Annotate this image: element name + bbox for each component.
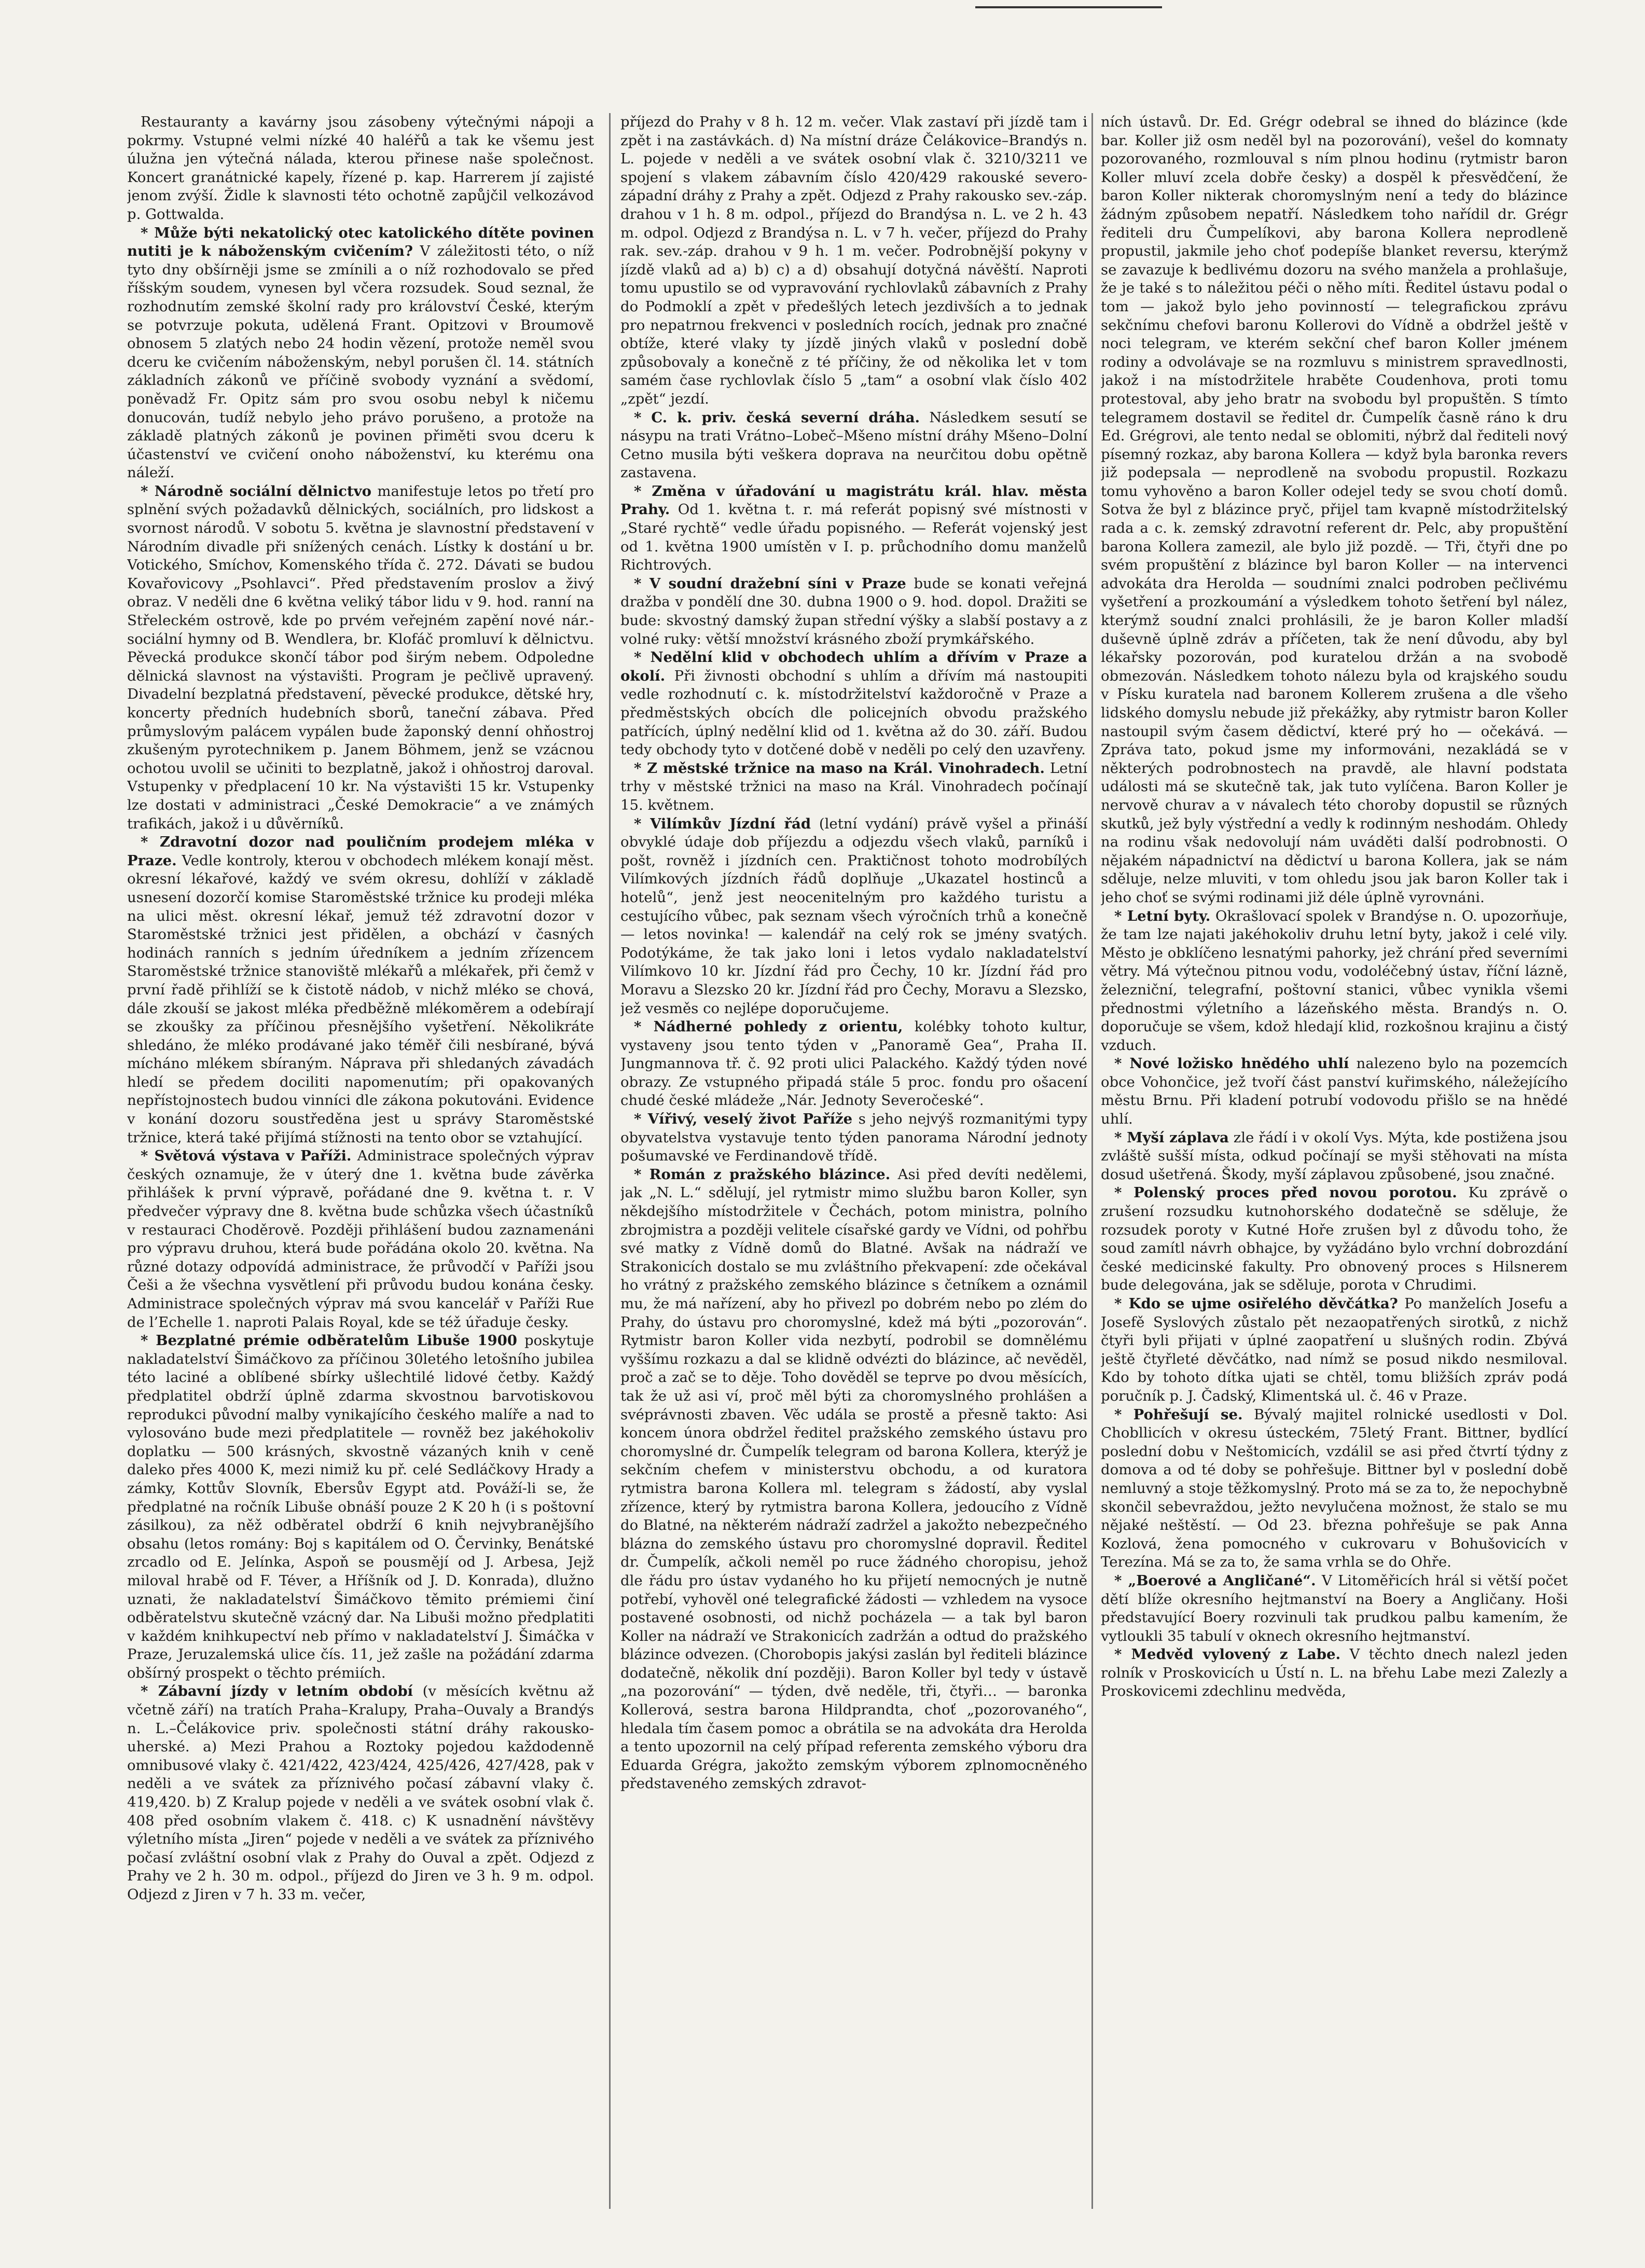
article (127, 1147, 594, 1332)
article (620, 759, 1087, 815)
article-headline: Kdo se ujme osiřelého děvčátka? (1128, 1295, 1398, 1312)
article (620, 648, 1087, 759)
article (620, 575, 1087, 648)
article (1101, 1645, 1568, 1701)
article-body: nalezeno bylo na pozemcích obce Vohončice, jež tvoří část panství kuřimského, náležejícího městu Brnu. Při kladení potrubí vodovodu přišlo se na hnědé uhlí. (1101, 1055, 1568, 1128)
article-body: V záležitosti této, o níž tyto dny obšírněji jsme se zmínili a o níž rozhodovalo se před říšským soudem, vynesen byl včera rozsudek. Soud seznal, že rozhodnutím zemské školní rady pro království České, kterým se potvrzuje pokuta, udělená Frant. Opitzovi v Broumově obnosem 5 zlatých nebo 24 hodin vězení, protože neměl svou dceru ke cvičením náboženským, nebyl porušen čl. 14. státních základních zákonů ve příčině svobody vyznání a svědomí, poněvadž Fr. Opitz sám pro svou osobu nebyl k ničemu donucován, tudíž nebylo jeho právo porušeno, a protože na základě platných zákonů je povinen přiměti svou dceru k účastenství ve cvičení onoho náboženství, ku kterému ona náleží. (127, 243, 594, 481)
article-headline: C. k. priv. česká severní dráha. (651, 409, 920, 426)
article (620, 1166, 1087, 1793)
article (1101, 1572, 1568, 1645)
article-headline: Změna v úřadování u magistrátu král. hlav. města Prahy. (620, 482, 1087, 518)
article (1101, 113, 1568, 907)
article-marker: * (1114, 1572, 1128, 1589)
article-headline: Vilímkův Jízdní řád (650, 815, 811, 832)
column-middle (620, 113, 1087, 2209)
article-body: Následkem sesutí se násypu na trati Vrátno–Lobeč–Mšeno místní dráhy Mšeno–Dolní Cetno musila býti veškera doprava na neurčitou dobu opětně zastavena. (620, 409, 1087, 481)
article-marker: * (634, 759, 647, 777)
article-body: Letní trhy v městské tržnici na maso na Král. Vinohradech počínají 15. květnem. (620, 759, 1087, 813)
article (127, 1332, 594, 1682)
article-marker: * (141, 482, 155, 500)
article-headline: V soudní dražební síni v Praze (649, 575, 906, 592)
article-body: Asi před devíti nedělemi, jak „N. L.“ sdělují, jel rytmistr mimo službu baron Koller, syn někdejšího místodržitele v Čechách, potom ministra, polního zbrojmistra a později velitele císařské gardy ve Vídni, od pohřbu své matky z Vídně domů do Blatné. Avšak na nádraží ve Strakonicích dostalo se mu zvláštního překvapení: zde očekával ho vrátný z pražského zemského blázince s četníkem a oznámil mu, že má nařízení, aby ho přivezl po dobrém nebo po zlém do Prahy, do ústavu pro choromyslné, kdež má býti „pozorován“. Rytmistr baron Koller vida nezbytí, podrobil se domnělému vyššímu rozkazu a dal se klidně odvézti do blázince, ač nevěděl, proč a zač se to děje. Toho dověděl se teprve po dvou měsících, tak že už asi ví, proč měl býti za choromyslného prohlášen a svéprávnosti zbaven. Věc udála se prostě a přesně takto: Asi koncem února obdržel ředitel pražského zemského ústavu pro choromyslné dr. Čumpelík telegram od barona Kollera, kterýž je sekčním chefem v ministerstvu obchodu, a od kuratora rytmistra barona Kollera ml. telegram s žádostí, aby vyslal zřízence, který by rytmistra barona Kollera, jedoucího z Vídně do Blatné, na některém nádraží zadržel a jakožto nebezpečného blázna do zemského ústavu pro choromyslné dopravil. Ředitel dr. Čumpelík, ačkoli neměl po ruce žádného choropisu, jehož dle řádu pro ústav vydaného ho ku přijetí nemocných je nutně potřebí, vyhověl oné telegrafické žádosti — vzhledem na vysoce postavené osobnosti, od nichž pocházela — a tak byl baron Koller na nádraží ve Strakonicích zadržán a odtud do pražského blázince odvezen. (Chorobopis jakýsi zaslán byl řediteli blázince dodatečně, několik dní později). Baron Koller byl tedy v ústavě „na pozorování“ — týden, dvě neděle, tři, čtyři… — baronka Kollerová, sestra barona Hildprandta, choť „pozorovaného“, hledala tím časem pomoc a obrátila se na advokáta dra Herolda a tento upozornil na celý případ referenta zemského výboru dra Eduarda Grégra, jakožto zemským výborem zplnomocněného představeného zemských zdravot- (620, 1166, 1087, 1792)
article-headline: Pohřešují se. (1133, 1406, 1243, 1423)
article (1101, 1406, 1568, 1572)
article-body: ních ústavů. Dr. Ed. Grégr odebral se ihned do blázince (kde bar. Koller již osm neděl byl na pozorování), vešel do komnaty pozorovaného, rozmlouval s ním plnou hodinu (rytmistr baron Koller mluví zcela dobře česky) a dospěl k přesvědčení, že baron Koller nikterak choromyslným není a tedy do blázince žádným způsobem nepatří. Následkem toho nařídil dr. Grégr řediteli dru Čumpelíkovi, aby barona Kollera neprodleně propustil, jakmile jeho choť podepíše blanket reversu, kterýmž se zavazuje k bedlivému dozoru na svého manžela a prohlašuje, že je také s to náležitou péči o něho míti. Ředitel ústavu podal o tom — jakož bylo jeho povinností — telegrafickou zprávu sekčnímu chefovi baronu Kollerovi do Vídně a obdržel ještě v noci telegram, ve kterém sekční chef baron Koller jménem rodiny a odvolávaje se na rozmluvu s ministrem spravedlnosti, jakož i na místodržitele hraběte Coudenhova, proti tomu protestoval, aby jeho bratr na svobodu byl propuštěn. S tímto telegramem dostavil se ředitel dr. Čumpelík časně ráno k dru Ed. Grégrovi, ale tento nedal se oblomiti, nýbrž dal řediteli nový písemný rozkaz, aby barona Kollera — když byla baronka revers již podepsala — neprodleně na svobodu propustil. Rozkazu tomu vyhověno a baron Koller odejel tedy se svou chotí domů. Sotva že byl z blázince pryč, přijel tam kvapně místodržitelský rada a c. k. zemský zdravotní referent dr. Pelc, aby propuštění barona Kollera zamezil, ale bylo již pozdě. — Tři, čtyři dne po svém propuštění z blázince byl baron Koller — na intervenci advokáta dra Herolda — soudními znalci podroben pečlivému vyšetření a prozkoumání a výsledkem tohoto šetření byl nález, kterýmž soudní znalci prohlásili, že je baron Koller mladší duševně úplně zdráv a příčeten, tak že není důvodu, aby byl lékařsky pozorován, pod kuratelou držán a na svobodě obmezován. Následkem tohoto nálezu byla od krajského soudu v Písku kuratela nad baronem Kollerem zrušena a dle všeho lidského domyslu nebude již překážky, aby rytmistr baron Koller nastoupil svým časem dědictví, které prý ho — očekává. — Zpráva tato, pokud jsme my informováni, nezakládá se v některých podrobnostech na pravdě, ale hlavní podstata události má se skutečně tak, jak tuto vylíčena. Baron Koller je nervově churav a v návalech této choroby dopustil se různých skutků, jež byly výstřední a vedly k rodinným neshodám. Ohledy na rodinu však nedovolují nám uváděti další podrobnosti. O nějakém nápadnictví na dědictví u barona Kollera, jak se nám sděluje, nelze mluviti, v tom ohledu jsou jak baron Koller tak i jeho choť se svými rodinami již déle úplně vyrovnáni. (1101, 114, 1568, 906)
article-marker: * (141, 1332, 156, 1349)
article (127, 224, 594, 482)
article-headline: „Boerové a Angličané“. (1128, 1572, 1316, 1589)
article-body: Bývalý majitel rolnické usedlosti v Dol. Chobllicích v okresu ústeckém, 75letý Frant. Bittner, bydlící poslední dobu v Neštomicích, vzdálil se asi před čtvrtí týdny z domova a od té doby se pohřešuje. Bittner byl v poslední době nemluvný a stoje těžkomyslný. Proto má se za to, že nepochybně skončil sebevraždou, ježto nevylučena možnost, že stalo se mu nějaké neštěstí. — Od 23. března pohřešuje se pak Anna Kozlová, žena pomocného v cukrovaru v Bohušovicích v Terezína. Má se za to, že sama vrhla se do Ohře. (1101, 1406, 1568, 1571)
article-body: Okrašlovací spolek v Brandýse n. O. upozorňuje, že tam lze najati jakéhokoliv druhu letní byty, jakož i celé vily. Město je obklíčeno lesnatými pahorky, jež chrání před severními větry. Má výtečnou pitnou vodu, vodoléčebný ústav, říční lázně, železniční, telegrafní, poštovní stanici, vůbec vynikla všemi přednostmi výletního a lázeňského města. Brandýs n. O. doporučuje se všem, kdož hledají klid, rozkošnou krajinu a čistý vzduch. (1101, 907, 1568, 1054)
article (127, 113, 594, 224)
article-headline: Národně sociální dělnictvo (154, 482, 371, 500)
article-body: Vedle kontroly, kterou v obchodech mlékem konají měst. okresní lékařové, každý ve svém okresu, dohlíží v základě usnesení dozorčí komise Staroměstské tržnice ku prodeji mléka na ulici měst. okresní lékař, jemuž též zdravotní dozor v Staroměstské tržnici jest přidělen, a obchází v časných hodinách ranních s jedním úředníkem a jedním zřízencem Staroměstské tržnice stanoviště mlékařů a mlékařek, při čemž v první řadě přihlíží se k čistotě nádob, v nichž mléko se chová, dále zkouší se jakost mléka předběžně mlékoměrem a odebírají se zkoušky za příčinou přesnějšího vyšetření. Několikráte shledáno, že mléko prodávané jako téměř čili nesbírané, bývá mícháno mlékem sbíraným. Náprava při shledaných závadách hledí se předem dociliti napomenutím; při opakovaných nepřístojnostech budou vinníci dle zákona pokutováni. Evidence v konání dozoru soustředěna jest u správy Staroměstské tržnice, která také přijímá stížnosti na tento obor se vztahující. (127, 852, 594, 1146)
article (127, 482, 594, 833)
article-headline: Medvěd vylovený z Labe. (1131, 1646, 1341, 1663)
article (620, 1018, 1087, 1110)
article-body: Administrace společných výprav českých oznamuje, že v úterý dne 1. května bude závěrka přihlášek k první výpravě, pořádané dne 9. května t. r. V předvečer výpravy dne 8. května bude schůzka všech účastníků v restauraci Choděrově. Později přihlášení budou zaznamenáni pro výpravu druhou, která bude pořádána okolo 20. května. Na různé dotazy odpovídá administrace, že průvodčí v Paříži jsou Češi a že všechna vysvětlení při průvodu budou konána česky. Administrace společných výprav má svou kancelář v Paříži Rue de l’Echelle 1. naproti Palais Royal, kde se též úřaduje česky. (127, 1147, 594, 1331)
article (1101, 1184, 1568, 1295)
article-body: Při živnosti obchodní s uhlím a dřívím má nastoupiti vedle rozhodnutí c. k. místodržitelství každoročně v Praze a předměstských obcích dle policejních obvodu pražského patřících, úplný nedělní klid od 1. května až do 30. září. Budou tedy obchody tyto v dotčené době v neděli po celý den uzavřeny. (620, 667, 1087, 758)
article-headline: Nedělní klid v obchodech uhlím a dřívím v Praze a okolí. (620, 649, 1087, 684)
article-body: s jeho nejvýš rozmanitými typy obyvatelstva vystavuje tento týden panorama Národní jednoty pošumavské ve Ferdinandově třídě. (620, 1111, 1087, 1165)
article-headline: Nové ložisko hnědého uhlí (1129, 1055, 1349, 1072)
article-headline: Polenský proces před novou porotou. (1133, 1184, 1457, 1201)
article-headline: Letní byty. (1127, 907, 1211, 924)
article-marker: * (141, 224, 155, 241)
article-marker: * (1114, 1129, 1127, 1146)
article-headline: Román z pražského blázince. (649, 1166, 891, 1183)
article-headline: Nádherné pohledy z orientu, (653, 1018, 903, 1035)
article-headline: Myší záplava (1127, 1129, 1229, 1146)
column-divider (1091, 113, 1093, 2209)
article (127, 833, 594, 1147)
article-marker: * (634, 1166, 649, 1183)
article-body: (letní vydání) právě vyšel a přináší obvyklé údaje dob příjezdu a odjezdu všech vlaků, parníků i pošt, rovněž i jízdních cen. Praktičnost tohoto modrobílých Vilímkových jízdních řádů doplňuje „Ukazatel hostinců a hotelů“, jenž jest neocenitelným pro každého turistu a cestujícího vůbec, pak seznam všech výročních trhů a konečně — letos novinka! — kalendář na celý rok se jmény svatých. Podotýkáme, že tak jako loni i letos vydalo nakladatelství Vilímkovo 10 kr. Jízdní řád pro Čechy, 10 kr. Jízdní řád pro Moravu a Slezsko 20 kr. Jízdní řád pro Čechy, Moravu a Slezsko, jež vesměs co nejlépe doporučujeme. (620, 815, 1087, 1017)
article-marker: * (634, 409, 652, 426)
article (1101, 1055, 1568, 1128)
article-marker: * (1114, 1295, 1129, 1312)
article-body: kolébky tohoto kultur, vystaveny jsou tento týden v „Panoramě Gea“, Praha II. Jungmannova tř. č. 92 proti ulici Palackého. Každý týden nové obrazy. Ze vstupného připadá stále 5 proc. fondu pro ošacení chudé české mládeže „Nár. Jednoty Severočeské“. (620, 1018, 1087, 1109)
column-right (1101, 113, 1568, 2209)
top-rule (975, 6, 1162, 8)
article-body: (v měsících květnu až včetně září) na tratích Praha–Kralupy, Praha–Ouvaly a Brandýs n. L.–Čelákovice priv. společnosti státní dráhy rakousko-uherské. a) Mezi Prahou a Roztoky pojedou každodenně omnibusové vlaky č. 421/422, 423/424, 425/426, 427/428, pak v neděli a ve svátek za příznivého počasí zábavní vlaky č. 419,420. b) Z Kralup pojede v neděli a ve svátek osobní vlak č. 408 před osobním vlakem č. 418. c) K usnadnění návštěvy výletního místa „Jiren“ pojede v neděli a ve svátek za příznivého počasí zvláštní osobní vlak z Prahy do Ouval a zpět. Odjezd z Prahy ve 2 h. 30 m. odpol., příjezd do Jiren ve 3 h. 9 m. odpol. Odjezd z Jiren v 7 h. 33 m. večer, (127, 1683, 594, 1903)
article-body: zle řádí i v okolí Vys. Mýta, kde postižena jsou zvláště sušší místa, odkud počínají se myši stěhovati na místa dosud ušetřená. Škody, myší záplavou způsobené, jsou značné. (1101, 1129, 1568, 1183)
article-headline: Může býti nekatolický otec katolického dítěte povinen nutiti je k náboženským cvičením? (127, 224, 594, 260)
article-body: příjezd do Prahy v 8 h. 12 m. večer. Vlak zastaví při jízdě tam i zpět i na zastávkách. d) Na místní dráze Čelákovice–Brandýs n. L. pojede v neděli a ve svátek osobní vlak č. 3210/3211 ve spojení s vlakem zábavním číslo 420/429 rakouské severo-západní dráhy z Prahy a zpět. Odjezd z Prahy rakousko sev.-záp. drahou v 1 h. 8 m. odpol., příjezd do Brandýsa n. L. ve 2 h. 43 m. odpol. Odjezd z Brandýsa n. L. v 7 h. večer, příjezd do Prahy rak. sev.-záp. drahou v 9 h. 1 m. večer. Podrobnější pokyny v jízdě vlaků ad a) b) c) a d) obsahují dotyčná návěští. Naproti tomu upustilo se od vypravování rychlovlaků zábavních z Prahy do Podmoklí a zpět v předešlých letech jezdivších a to jednak pro nepatrnou frekvenci v posledních rocích, jednak pro značné obtíže, které vlaky ty jízdě jiných vlaků v poslední době způsobovaly a konečně z té příčiny, že od několika let v tom samém čase rychlovlak číslo 5 „tam“ a osobní vlak číslo 402 „zpět“ jezdí. (620, 114, 1087, 407)
article-marker: * (634, 575, 649, 592)
article-body: poskytuje nakladatelství Šimáčkovo za příčinou 30letého letošního jubilea této laciné a oblíbené sbírky ušlechtilé lidové četby. Každý předplatitel obdrží úplně zdarma skvostnou barvotiskovou reprodukci původní malby vynikajícího českého malíře a nad to vylosováno bude mezi předplatitele — rovněž bez jakéhokoliv doplatku — 500 krásných, skvostně vázaných knih v ceně daleko přes 4000 K, mezi nimiž ku př. celé Sedláčkovy Hrady a zámky, Kottův Slovník, Ebersův Egypt atd. Pováží-li se, že předplatné na ročník Libuše obnáší pouze 2 K 20 h (i s poštovní zásilkou), za něž odběratel obdrží 6 knih nejvybranějšího obsahu (letos romány: Boj s kapitálem od O. Červinky, Benátské zrcadlo od E. Jelínka, Aspoň se pousmějí od J. Arbesa, Jejž miloval hrabě od F. Téver, a Hříšník od J. D. Konrada), dlužno uznati, že nakladatelství Šimáčkovo těmito prémiemi činí odběratelstvu skutečně vzácný dar. Na Libuši možno předplatiti v každém knihkupectví neb přímo v nakladatelství J. Šimáčka v Praze, Jeruzalemská ulice čís. 11, jež zašle na požádání zdarma obšírný prospekt o těchto prémiích. (127, 1332, 594, 1681)
article-marker: * (1114, 1646, 1131, 1663)
article-headline: Zábavní jízdy v letním období (158, 1683, 413, 1700)
article-marker: * (141, 1683, 158, 1700)
article-headline: Vířivý, veselý život Paříže (647, 1111, 853, 1128)
column-divider (609, 113, 611, 2209)
article-marker: * (634, 1018, 654, 1035)
article-body: Po manželích Josefu a Josefě Syslových zůstalo pět nezaopatřených sirotků, z nichž čtyři byli přijati v úplné zaopatření u slušných rodin. Zbývá ještě čtyřleté děvčátko, nad nímž se posud nikdo nesmiloval. Kdo by tohoto dítka ujati se chtěl, tomu bližších zpráv podá poručník p. J. Čadský, Klimentská ul. č. 46 v Praze. (1101, 1295, 1568, 1404)
article-marker: * (634, 482, 652, 500)
article-marker: * (634, 649, 651, 666)
article (620, 1110, 1087, 1166)
article-headline: Z městské tržnice na maso na Král. Vinohradech. (647, 759, 1045, 777)
article (620, 113, 1087, 409)
article-body: bude se konati veřejná dražba v pondělí dne 30. dubna 1900 o 9. hod. dopol. Dražiti se bude: skvostný damský župan střední výšky a slabší postavy a z volné ruky: větší množství krásného zboží prymkářského. (620, 575, 1087, 647)
article-headline: Světová výstava v Paříži. (154, 1147, 352, 1165)
article-marker: * (1114, 907, 1127, 924)
article-marker: * (141, 834, 160, 851)
article-marker: * (1114, 1055, 1130, 1072)
article-body: V těchto dnech nalezl jeden rolník v Proskovicích u Ústí n. L. na břehu Labe mezi Zalezly a Proskovicemi zdechlinu medvěda, (1101, 1646, 1568, 1700)
article (620, 409, 1087, 482)
article-marker: * (1114, 1184, 1134, 1201)
column-left (127, 113, 594, 2209)
article-marker: * (634, 1111, 648, 1128)
article-headline: Zdravotní dozor nad pouličním prodejem mléka v Praze. (127, 834, 594, 869)
article (620, 815, 1087, 1018)
article-headline: Bezplatné prémie odběratelům Libuše 1900 (156, 1332, 517, 1349)
article-marker: * (141, 1147, 155, 1165)
article-marker: * (634, 815, 651, 832)
article (1101, 1129, 1568, 1184)
article (1101, 1295, 1568, 1406)
article (620, 482, 1087, 575)
article (127, 1682, 594, 1904)
article-body: Restauranty a kavárny jsou zásobeny výtečnými nápoji a pokrmy. Vstupné velmi nízké 40 haléřů a tak ke všemu jest úlužna jen výtečná nálada, kterou přinese naše společnost. Koncert granátnické kapely, řízené p. kap. Harrerem jí zajisté jenom zvýší. Židle k slavnosti této ochotně zapůjčil velkozávod p. Gottwalda. (127, 114, 594, 223)
article-body: V Litoměřicích hrál si větší počet dětí blíže okresního hejtmanství na Boery a Angličany. Hoši představující Boery rozvinuli tak prudkou palbu kamením, že vytloukli 35 tabulí v oknech okresního hejtmanství. (1101, 1572, 1568, 1644)
article-body: manifestuje letos po třetí pro splnění svých požadavků dělnických, sociálních, pro lidskost a svornost národů. V sobotu 5. května je slavnostní představení v Národním divadle při snížených cenách. Lístky k dostání u br. Votického, Smíchov, Komenského třída č. 272. Dávati se budou Kovařovicovy „Psohlavci“. Před představením proslov a živý obraz. V neděli dne 6 května veliký tábor lidu v 9. hod. ranní na Střeleckém ostrově, kde po prvém veřejném zapění nové nár.-sociální hymny od B. Wendlera, br. Klofáč promluví k dělnictvu. Pěvecká produkce skončí tábor pod širým nebem. Odpoledne dělnická slavnost na výstavišti. Program je pečlivě upravený. Divadelní bezplatná představení, pěvecké produkce, dětské hry, koncerty předních hudebních sborů, taneční zábava. Před průmyslovým palácem vypálen bude žaponský denní ohňostroj zkušeným pyrotechnikem p. Janem Böhmem, jenž se vzácnou ochotou uvolil se učiniti to bezplatně, jakož i ohňostroj daroval. Vstupenky v předplacení 10 kr. Na výstavišti 15 kr. Vstupenky lze dostati v administraci „České Demokracie“ a ve známých trafikách, jakož i u důvěrníků. (127, 482, 594, 832)
article-body: Ku zprávě o zrušení rozsudku kutnohorského dodatečně se sděluje, že rozsudek poroty v Kutné Hoře zrušen byl z důvodu toho, že soud zamítl návrh obhajce, by vyžádáno bylo vrchní dobrozdání české medicinské fakulty. Pro obnovený proces s Hilsnerem bude delegována, jak se sděluje, porota v Chrudimi. (1101, 1184, 1568, 1294)
article-marker: * (1114, 1406, 1133, 1423)
article (1101, 907, 1568, 1055)
article-body: Od 1. května t. r. má referát popisný své místnosti v „Staré rychtě“ vedle úřadu popisného. — Referát vojenský jest od 1. května 1900 umístěn v I. p. průchodního domu manželů Richtrových. (620, 501, 1087, 574)
